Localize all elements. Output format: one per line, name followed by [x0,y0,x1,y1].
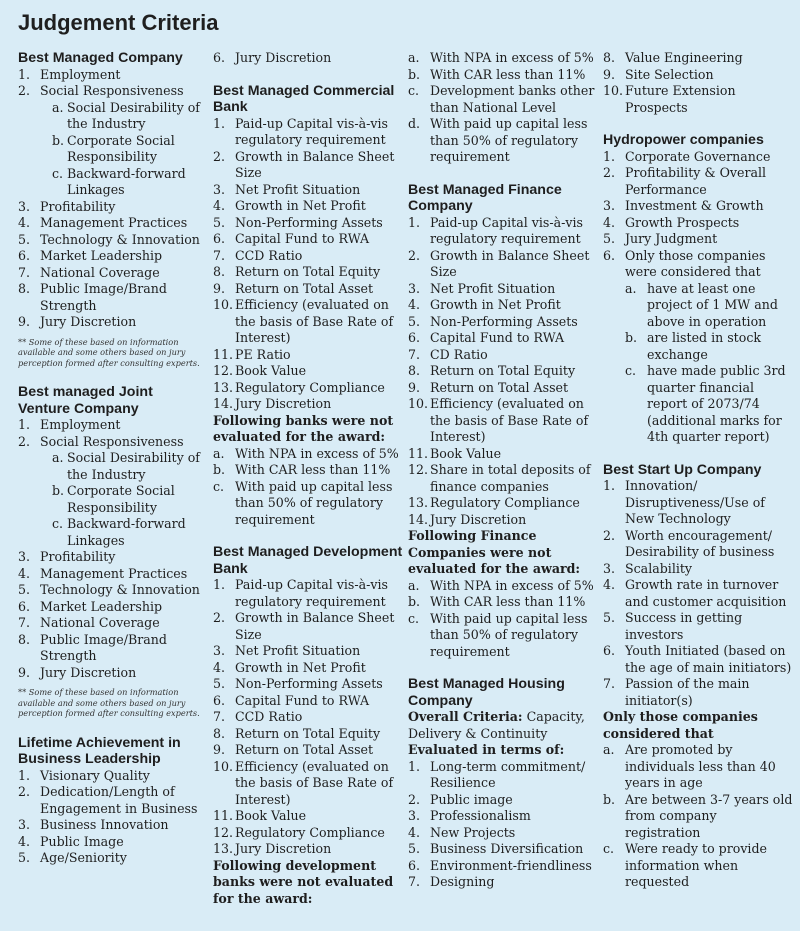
list-item: 8. Return on Total Equity [213,264,381,279]
list-item: 1. Long-term commitment/ Resilience [408,758,586,790]
hydropower-section [603,132,795,446]
housing-company-list-continued [603,50,795,116]
list-item: 7. National Coverage [18,264,160,280]
housing-company-heading: Best Managed Housing Company [408,676,565,709]
list-item: 14. Jury Discretion [408,511,527,527]
list-item: 8. Return on Total Equity [408,363,576,378]
list-item: b. Are between 3-7 years old from company registration [603,791,793,840]
list-item: 6. Capital Fund to RWA [408,330,565,345]
sub-list-item: c. Backward-forward Linkages [52,516,186,548]
finance-company-section [408,182,598,661]
list-item: 9. Jury Discretion [18,314,137,329]
list-item: 4. Growth Prospects [603,214,740,230]
list-item: 13. Regulatory Compliance [213,379,385,395]
development-bank-exclusion-list [408,50,598,166]
commercial-bank-heading: Best Managed Commercial Bank [213,82,395,115]
lifetime-achievement-list-continued [213,50,403,67]
list-item: 5. Non-Performing Assets [213,214,383,230]
list-item: 6. Youth Initiated (based on the age of main initiators) [603,643,792,675]
finance-company-exclusion-list [408,578,598,661]
list-item: 9. Return on Total Asset [213,742,374,757]
sub-list [52,100,208,199]
sub-list-item: c. have made public 3rd quarter financial report of 2073/74 (additional marks for 4th quarter report) [625,363,786,444]
lifetime-achievement-heading: Lifetime Achievement in Business Leadership [18,734,181,767]
list-item: 4. Growth in Net Profit [213,659,366,675]
list-item: 1. Visionary Quality [18,767,150,783]
list-item: 13. Jury Discretion [213,841,332,856]
list-item: 1. Innovation/ Disruptiveness/Use of New Technology [603,478,765,526]
commercial-bank-exclusion-list [213,446,403,529]
list-item: 9. Site Selection [603,66,714,82]
list-item: 10. Efficiency (evaluated on the basis of Base Rate of Interest) [213,758,394,807]
start-up-eligibility-heading: Only those companies considered that [603,709,758,741]
list-item: 8. Public Image/Brand Strength [18,281,167,313]
list-item: 9. Jury Discretion [18,664,137,680]
list-item: 8. Return on Total Equity [213,725,381,741]
list-item: 7. Designing [408,874,495,889]
page-title: Judgement Criteria [18,10,219,35]
list-item: 5. Technology & Innovation [18,231,200,247]
list-item: 6. Only those companies were considered that a. have at least one project of 1 MW and above in operation b. are listed in stock exchange c. have made public 3rd quarter financial report of 2073/74 (additional marks for 4th quarter report) [603,248,795,446]
finance-company-exclusion-heading: Following Finance Companies were not evaluated for the award: [408,528,581,576]
list-item: 7. CD Ratio [408,346,488,362]
list-item: 8. Value Engineering [603,50,743,65]
lifetime-achievement-list [18,768,208,867]
best-managed-company-section [18,50,208,368]
development-bank-exclusion-continued [408,50,598,166]
list-item: 7. CCD Ratio [213,247,303,263]
sub-list-item: c. Backward-forward Linkages [52,165,186,197]
housing-company-list [408,759,598,891]
footnote: ** Some of these based on information available and some others based on jury perception formed after consulting experts. [18,687,200,718]
list-item: 6. Environment-friendliness [408,857,592,873]
housing-overall-criteria: Overall Criteria: Capacity, Delivery & Continuity [408,709,585,741]
start-up-eligibility-list [603,742,795,891]
list-item: a. With NPA in excess of 5% [408,577,594,593]
list-item: 6. Capital Fund to RWA [213,231,370,246]
list-item: 11. Book Value [213,808,307,823]
list-item: 7. CCD Ratio [213,709,303,724]
development-bank-section [213,544,403,907]
list-item: 4. Public Image [18,833,124,849]
start-up-list [603,478,795,709]
sub-list-item: a. have at least one project of 1 MW and above in operation [625,280,778,329]
sub-list [52,450,208,549]
housing-company-section [408,676,598,891]
hydropower-heading: Hydropower companies [603,132,764,148]
list-item: 2. Worth encouragement/ Desirability of business [603,527,775,559]
list-item: 2. Profitability & Overall Performance [603,165,767,197]
list-item: 4. Growth in Net Profit [408,297,561,312]
footnote: ** Some of these based on information available and some others based on jury perception formed after consulting experts. [18,336,200,368]
list-item: 3. Net Profit Situation [213,181,361,197]
list-item: a. With NPA in excess of 5% [213,445,399,461]
hydropower-list [603,149,795,446]
list-item: 10. Future Extension Prospects [603,83,736,115]
list-item: 2. Public image [408,791,513,807]
list-item: 3. Profitability [18,549,116,564]
start-up-section [603,462,795,891]
list-item: 4. Growth in Net Profit [213,198,366,213]
list-item: 1. Paid-up Capital vis-à-vis regulatory requirement [408,214,584,246]
list-item: c. Development banks other than National Level [408,83,595,115]
list-item: a. With NPA in excess of 5% [408,50,594,65]
list-item: 2. Growth in Balance Sheet Size [213,610,395,642]
list-item: 9. Return on Total Asset [408,379,569,395]
housing-evaluated-heading: Evaluated in terms of: [408,742,565,757]
list-item: 7. National Coverage [18,615,160,630]
column-4 [603,50,795,907]
column-1 [18,50,208,883]
list-item: 3. Net Profit Situation [408,280,556,296]
list-item: 2. Dedication/Length of Engagement in Business [18,784,198,816]
best-managed-joint-venture-section [18,384,208,719]
sub-list-item: b. Corporate Social Responsibility [52,483,175,515]
development-bank-list [213,577,403,858]
list-item: 1. Employment [18,417,121,432]
list-item: 2. Social Responsiveness a. Social Desirability of the Industry b. Corporate Social Responsibility c. Backward-forward Linkages [18,434,208,550]
list-item: 5. Business Diversification [408,841,584,856]
finance-company-list [408,215,598,529]
sub-list-item: a. Social Desirability of the Industry [52,99,200,131]
list-item: 11. PE Ratio [213,346,291,362]
list-item: b. With CAR less than 11% [408,66,586,82]
list-item: 12. Book Value [213,363,307,378]
list-item: 14. Jury Discretion [213,396,332,411]
list-item: 3. Profitability [18,198,116,214]
list-item: 9. Return on Total Asset [213,280,374,296]
commercial-bank-list [213,116,403,413]
development-bank-heading: Best Managed Development Bank [213,544,403,577]
list-item: 5. Non-Performing Assets [408,313,578,329]
column-2 [213,50,403,923]
sub-list-item: b. Corporate Social Responsibility [52,132,175,164]
commercial-bank-exclusion-heading: Following banks were not evaluated for the award: [213,412,394,444]
list-item: 1. Paid-up Capital vis-à-vis regulatory requirement [213,577,389,609]
sub-list [625,281,795,446]
sub-list-item: a. Social Desirability of the Industry [52,450,200,482]
list-item: 6. Jury Discretion [213,50,332,65]
list-item: 3. Business Innovation [18,817,169,832]
list-item: 5. Non-Performing Assets [213,676,383,691]
sub-list-item: b. are listed in stock exchange [625,330,762,362]
best-managed-company-list [18,67,208,331]
list-item: 6. Capital Fund to RWA [213,692,370,708]
list-item: 12. Regulatory Compliance [213,824,385,840]
list-item: 7. Passion of the main initiator(s) [603,676,750,708]
start-up-heading: Best Start Up Company [603,461,762,478]
column-3 [408,50,598,907]
list-item: 4. New Projects [408,824,516,840]
commercial-bank-section [213,83,403,529]
list-item: 2. Social Responsiveness a. Social Desirability of the Industry b. Corporate Social Responsibility c. Backward-forward Linkages [18,83,208,199]
list-item: 1. Employment [18,66,121,82]
list-item: 13. Regulatory Compliance [408,495,580,510]
list-item: d. With paid up capital less than 50% of regulatory requirement [408,116,588,164]
list-item: 2. Growth in Balance Sheet Size [213,148,395,180]
list-item: 8. Public Image/Brand Strength [18,631,167,663]
list-item: b. With CAR less than 11% [213,462,391,477]
list-item: 5. Success in getting investors [603,610,743,642]
list-item: 2. Growth in Balance Sheet Size [408,247,590,279]
lifetime-achievement-section [18,735,208,867]
list-item: c. With paid up capital less than 50% of regulatory requirement [213,478,393,527]
list-item: 4. Growth rate in turnover and customer acquisition [603,577,787,609]
list-item: 5. Technology & Innovation [18,582,200,597]
list-item: 12. Share in total deposits of finance companies [408,462,591,494]
best-managed-joint-venture-list [18,417,208,681]
list-item: b. With CAR less than 11% [408,594,586,609]
list-item: 3. Net Profit Situation [213,643,361,658]
list-item: 4. Management Practices [18,215,188,230]
list-item: 3. Investment & Growth [603,198,764,213]
list-item: 1. Paid-up Capital vis-à-vis regulatory requirement [213,115,389,147]
list-item: c. Were ready to provide information when requested [603,841,767,889]
finance-company-heading: Best Managed Finance Company [408,181,562,214]
list-item: 6. Market Leadership [18,598,163,614]
list-item: 3. Scalability [603,560,693,576]
list-item: 5. Jury Judgment [603,231,718,246]
list-item: 10. Efficiency (evaluated on the basis of Base Rate of Interest) [408,396,589,444]
list-item: c. With paid up capital less than 50% of regulatory requirement [408,610,588,659]
list-item: 4. Management Practices [18,565,188,581]
best-managed-company-heading: Best Managed Company [18,50,183,66]
list-item: 10. Efficiency (evaluated on the basis of Base Rate of Interest) [213,297,394,345]
development-bank-exclusion-heading: Following development banks were not evaluated for the award: [213,857,394,906]
list-item: a. Are promoted by individuals less than 40 years in age [603,742,776,790]
list-item: 1. Corporate Governance [603,148,771,164]
list-item: 5. Age/Seniority [18,850,127,865]
list-item: 3. Professionalism [408,808,531,823]
best-managed-joint-venture-heading: Best managed Joint Venture Company [18,384,153,417]
list-item: 11. Book Value [408,445,502,461]
list-item: 6. Market Leadership [18,248,163,263]
